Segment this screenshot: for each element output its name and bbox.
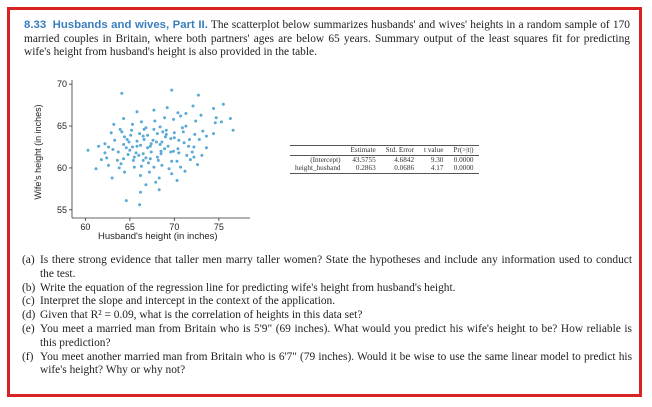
x-tick-label: 60 bbox=[80, 222, 91, 232]
scatter-point bbox=[157, 159, 160, 162]
y-axis-label: Wife's height (in inches) bbox=[33, 104, 43, 200]
scatter-point bbox=[177, 151, 180, 154]
scatter-point bbox=[133, 156, 136, 159]
scatter-point bbox=[184, 125, 187, 128]
table-cell: 43.5755 bbox=[352, 155, 376, 164]
scatter-point bbox=[107, 146, 110, 149]
scatter-point bbox=[136, 110, 139, 113]
y-tick-label: 65 bbox=[56, 121, 67, 132]
scatter-point bbox=[179, 115, 182, 118]
question-text: Interpret the slope and intercept in the context of the application. bbox=[40, 295, 336, 308]
scatter-point bbox=[140, 120, 143, 123]
scatter-point bbox=[196, 163, 199, 166]
scatter-point bbox=[160, 141, 163, 144]
scatter-point bbox=[144, 183, 147, 186]
scatter-point bbox=[176, 111, 179, 114]
scatter-point bbox=[129, 134, 132, 137]
scatter-point bbox=[122, 157, 125, 160]
scatter-point bbox=[95, 167, 98, 170]
scatter-point bbox=[139, 174, 142, 177]
scatter-point bbox=[176, 147, 179, 150]
scatter-point bbox=[156, 156, 159, 159]
scatter-point bbox=[143, 128, 146, 131]
scatter-point bbox=[120, 162, 123, 165]
scatter-point bbox=[170, 160, 173, 163]
scatter-point bbox=[232, 129, 235, 132]
table-cell: 0.0686 bbox=[394, 164, 415, 172]
table-header-cell: Pr(>|t|) bbox=[453, 146, 474, 154]
scatter-point bbox=[137, 154, 140, 157]
scatter-point bbox=[185, 154, 188, 157]
scatter-point bbox=[189, 158, 192, 161]
scatter-point bbox=[168, 167, 171, 170]
scatter-point bbox=[131, 146, 134, 149]
scatter-point bbox=[187, 145, 190, 148]
scatter-point bbox=[212, 132, 215, 135]
scatter-point bbox=[131, 123, 134, 126]
scatter-point bbox=[164, 135, 167, 138]
question-text: Write the equation of the regression line for predicting wife's height from husband's height. bbox=[40, 281, 456, 294]
table-cell: (Intercept) bbox=[310, 155, 341, 164]
scatter-point bbox=[155, 141, 158, 144]
question-text: You meet a married man from Britain who is 5'9" (69 inches). What would you predict his wife's height to be? How reliable is this prediction? bbox=[40, 322, 632, 349]
question-label: (f) bbox=[22, 350, 34, 363]
scatter-point bbox=[136, 145, 139, 148]
x-tick-label: 70 bbox=[169, 222, 180, 232]
exercise-intro-text: The scatterplot below summarizes husbands' and wives' heights in a random sample of 170 married couples in Britain, where both partners' ages are below 65 years. Summary output of the least squares fit for predicting wife's height from husband's height is also provided in the table. bbox=[24, 19, 630, 59]
regression-table bbox=[290, 145, 479, 174]
scatter-point bbox=[214, 121, 217, 124]
scatterplot bbox=[37, 75, 257, 232]
scatter-point bbox=[170, 89, 173, 92]
scatter-point bbox=[176, 179, 179, 182]
scatter-point bbox=[142, 135, 145, 138]
question-list bbox=[22, 254, 632, 378]
question-item bbox=[22, 254, 632, 282]
scatter-point bbox=[205, 135, 208, 138]
table-header-cell: Std. Error bbox=[385, 146, 415, 154]
scatter-point bbox=[100, 158, 103, 161]
scatter-point bbox=[158, 177, 161, 180]
scatter-point bbox=[120, 130, 123, 133]
question-text: Is there strong evidence that taller men marry taller women? State the hypotheses and include any information used to conduct the test. bbox=[40, 254, 632, 280]
scatter-point bbox=[205, 146, 208, 149]
scatter-point bbox=[138, 203, 141, 206]
scatter-point bbox=[127, 153, 130, 156]
exercise-frame bbox=[7, 7, 642, 397]
scatter-point bbox=[177, 139, 180, 142]
scatter-point bbox=[113, 139, 116, 142]
table-cell: 9.30 bbox=[430, 155, 444, 164]
table-cell: 0.0000 bbox=[453, 155, 474, 164]
scatter-point bbox=[97, 145, 100, 148]
scatter-point bbox=[146, 134, 149, 137]
scatter-point bbox=[146, 146, 149, 149]
scatter-point bbox=[154, 181, 157, 184]
y-tick-label: 55 bbox=[56, 204, 67, 215]
table-cell: 4.17 bbox=[430, 164, 444, 172]
scatter-point bbox=[128, 141, 131, 144]
scatter-point bbox=[156, 132, 159, 135]
scatter-point bbox=[152, 166, 155, 169]
scatter-point bbox=[116, 159, 119, 162]
scatter-point bbox=[143, 138, 146, 141]
scatter-point bbox=[152, 139, 155, 142]
scatter-point bbox=[165, 129, 168, 132]
table-row bbox=[290, 164, 479, 173]
scatter-point bbox=[130, 129, 133, 132]
scatter-point bbox=[128, 149, 131, 152]
scatter-point bbox=[111, 148, 114, 151]
question-item bbox=[22, 323, 632, 351]
scatter-point bbox=[147, 161, 150, 164]
scatter-point bbox=[139, 144, 142, 147]
scatter-point bbox=[140, 165, 143, 168]
exercise-intro-paragraph bbox=[24, 19, 630, 60]
scatter-point bbox=[139, 191, 142, 194]
scatter-point bbox=[173, 131, 176, 134]
scatter-point bbox=[144, 156, 147, 159]
scatter-point bbox=[200, 114, 203, 117]
scatter-point bbox=[193, 133, 196, 136]
scatter-point bbox=[222, 103, 225, 106]
scatter-point bbox=[200, 154, 203, 157]
exercise-title: Husbands and wives, Part II. bbox=[52, 19, 208, 31]
scatter-point bbox=[158, 188, 161, 191]
scatter-point bbox=[123, 135, 126, 138]
scatter-point bbox=[138, 132, 141, 135]
question-label: (a) bbox=[22, 254, 35, 266]
question-item bbox=[22, 295, 632, 309]
scatter-point bbox=[169, 151, 172, 154]
scatter-point bbox=[160, 150, 163, 153]
table-header-row bbox=[290, 146, 479, 156]
scatter-point bbox=[152, 128, 155, 131]
x-axis-label: Husband's height (in inches) bbox=[98, 231, 218, 242]
scatter-point bbox=[117, 151, 120, 154]
scatter-point bbox=[125, 146, 128, 149]
scatter-point bbox=[198, 138, 201, 141]
table-header-cell: t value bbox=[424, 146, 444, 154]
table-header-cell bbox=[290, 146, 346, 156]
scatter-point bbox=[111, 177, 114, 180]
question-text: Given that R² = 0.09, what is the correlation of heights in this data set? bbox=[40, 309, 363, 322]
table-cell: 0.0000 bbox=[453, 164, 474, 172]
scatter-point bbox=[192, 146, 195, 149]
question-label: (d) bbox=[22, 309, 36, 322]
question-text: You meet another married man from Britain who is 6'7" (79 inches). Would it be wise to use the same linear model to predict his wife's height? Why or why not? bbox=[40, 350, 632, 377]
scatter-point bbox=[194, 120, 197, 123]
scatter-point bbox=[135, 151, 138, 154]
scatter-point bbox=[229, 117, 232, 120]
scatter-point bbox=[119, 128, 122, 131]
scatter-point bbox=[160, 164, 163, 167]
scatter-point bbox=[132, 159, 135, 162]
scatter-point bbox=[182, 130, 185, 133]
question-label: (b) bbox=[22, 281, 36, 294]
question-label: (e) bbox=[22, 322, 35, 335]
scatter-point bbox=[142, 159, 145, 162]
scatter-point bbox=[179, 166, 182, 169]
scatter-point bbox=[136, 140, 139, 143]
scatter-point bbox=[184, 112, 187, 115]
scatter-point bbox=[150, 142, 153, 145]
scatter-point bbox=[184, 170, 187, 173]
x-tick-label: 65 bbox=[124, 222, 135, 232]
scatter-point bbox=[161, 130, 164, 133]
scatter-point bbox=[183, 141, 186, 144]
scatter-point bbox=[159, 125, 162, 128]
question-item bbox=[22, 309, 632, 323]
scatter-point bbox=[107, 164, 110, 167]
scatter-point bbox=[126, 138, 129, 141]
scatter-point bbox=[173, 136, 176, 139]
scatter-point bbox=[148, 171, 151, 174]
scatter-point bbox=[170, 172, 173, 175]
scatter-point bbox=[105, 156, 108, 159]
scatter-point bbox=[163, 116, 166, 119]
scatter-point bbox=[172, 150, 175, 153]
y-tick-label: 60 bbox=[56, 162, 67, 173]
scatter-point bbox=[167, 145, 170, 148]
scatter-point bbox=[122, 143, 125, 146]
scatter-point bbox=[120, 92, 123, 95]
table-cell: 0.2863 bbox=[355, 164, 376, 172]
scatter-point bbox=[112, 123, 115, 126]
scatter-point bbox=[197, 94, 200, 97]
table-cell: height_husband bbox=[295, 164, 341, 172]
scatter-point bbox=[192, 156, 195, 159]
scatter-point bbox=[191, 151, 194, 154]
x-tick-label: 75 bbox=[213, 222, 224, 232]
scatter-point bbox=[125, 199, 128, 202]
question-label: (c) bbox=[22, 295, 35, 308]
scatter-point bbox=[176, 160, 179, 163]
scatter-point bbox=[110, 131, 113, 134]
scatter-point bbox=[192, 105, 195, 108]
scatter-point bbox=[152, 109, 155, 112]
scatter-point bbox=[220, 120, 223, 123]
scatter-point bbox=[212, 107, 215, 110]
scatter-point bbox=[181, 126, 184, 129]
scatter-point bbox=[153, 120, 156, 123]
scatter-point bbox=[163, 147, 166, 150]
scatter-point bbox=[166, 106, 169, 109]
scatter-point bbox=[103, 151, 106, 154]
scatter-point bbox=[150, 151, 153, 154]
scatter-point bbox=[188, 138, 191, 141]
scatter-point bbox=[123, 171, 126, 174]
question-item bbox=[22, 351, 632, 379]
scatter-point bbox=[103, 142, 106, 145]
y-tick-label: 70 bbox=[56, 79, 67, 90]
scatter-point bbox=[118, 166, 121, 169]
scatter-point bbox=[159, 143, 162, 146]
scatter-point bbox=[133, 166, 136, 169]
scatter-point bbox=[122, 117, 125, 120]
table-row bbox=[290, 155, 479, 164]
question-item bbox=[22, 282, 632, 296]
scatter-point bbox=[201, 130, 204, 133]
scatter-point bbox=[169, 137, 172, 140]
scatter-point bbox=[172, 118, 175, 121]
scatter-point bbox=[149, 157, 152, 160]
scatter-point bbox=[87, 149, 90, 152]
exercise-number: 8.33 bbox=[24, 19, 47, 31]
table-header-cell: Estimate bbox=[350, 146, 376, 154]
table-cell: 4.6842 bbox=[394, 155, 415, 164]
scatter-point bbox=[215, 116, 218, 119]
scatter-point bbox=[142, 152, 145, 155]
